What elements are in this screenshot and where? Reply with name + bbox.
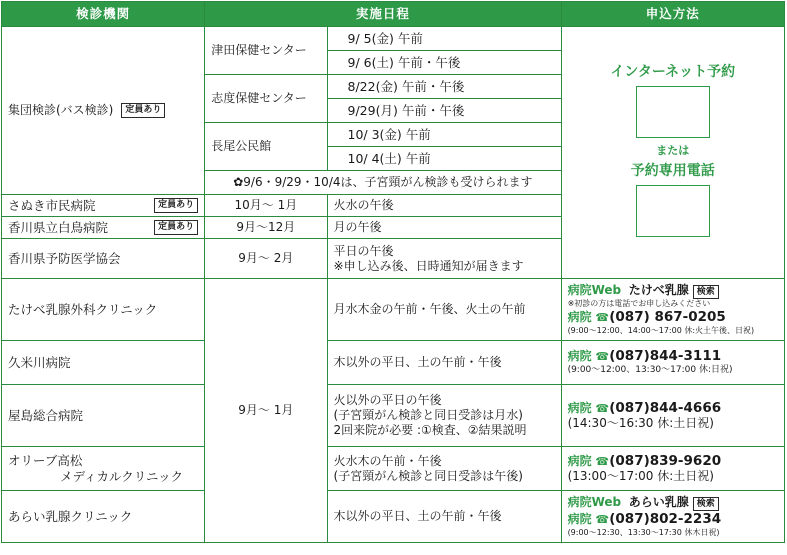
capacity-badge: 定員あり: [154, 198, 198, 213]
date-row: 9/29(月) 午前・午後: [327, 99, 561, 123]
header-institution: 検診機関: [2, 2, 205, 27]
header-schedule: 実施日程: [205, 2, 561, 27]
period: 10月～ 1月: [205, 195, 327, 217]
qr-code-icon: [636, 185, 710, 237]
phone-icon: ☎: [595, 401, 610, 415]
institution-kumegawa: 久米川病院: [2, 341, 205, 385]
capacity-badge: 定員あり: [121, 103, 165, 118]
institution-sanuki: さぬき市民病院 定員あり: [2, 195, 205, 217]
schedule: 火以外の平日の午後 (子宮頸がん検診と同日受診は月水) 2回来院が必要 :①検査、②結果説明: [327, 385, 561, 447]
schedule: 平日の午後 ※申し込み後、日時通知が届きます: [327, 239, 561, 279]
schedule: 月水木金の午前・午後、火土の午前: [327, 279, 561, 341]
or-label: または: [656, 143, 690, 157]
institution-shirotori: 香川県立白鳥病院 定員あり: [2, 217, 205, 239]
search-button[interactable]: 検索: [693, 285, 719, 299]
schedule: 火水の午後: [327, 195, 561, 217]
period: 9月～12月: [205, 217, 327, 239]
clinic-period: 9月～ 1月: [205, 279, 327, 543]
apply-kumegawa: 病院 ☎ (087)844-3111 (9:00～12:00、13:30～17:00 休:日祝): [561, 341, 784, 385]
header-row: [2, 2, 785, 27]
schedule: 木以外の平日、土の午前・午後: [327, 491, 561, 543]
schedule: 木以外の平日、土の午前・午後: [327, 341, 561, 385]
date-row: 10/ 3(金) 午前: [327, 123, 561, 147]
apply-arai: 病院Web あらい乳腺 検索 病院 ☎ (087)802-2234 (9:00～12:30、13:30～17:30 休木日祝): [561, 491, 784, 543]
phone-icon: ☎: [595, 350, 610, 364]
apply-olive: 病院 ☎ (087)839-9620 (13:00～17:00 休:土日祝): [561, 447, 784, 491]
institution-olive: オリーブ高松 メディカルクリニック: [2, 447, 205, 491]
venue-shido: 志度保健センター: [205, 75, 327, 123]
institution-arai: あらい乳腺クリニック: [2, 491, 205, 543]
search-button[interactable]: 検索: [693, 497, 719, 511]
venue-nagao: 長尾公民館: [205, 123, 327, 171]
phone-icon: ☎: [595, 513, 610, 527]
schedule: 火水木の午前・午後 (子宮頸がん検診と同日受診は午後): [327, 447, 561, 491]
apply-method-common: [561, 27, 784, 279]
apply-yashima: 病院 ☎ (087)844-4666 (14:30～16:30 休:土日祝): [561, 385, 784, 447]
capacity-badge: 定員あり: [154, 220, 198, 235]
screening-table: [1, 1, 785, 543]
date-row: 8/22(金) 午前・午後: [327, 75, 561, 99]
schedule: 月の午後: [327, 217, 561, 239]
internet-reservation: インターネット予約: [610, 64, 736, 81]
institution-takebe: たけべ乳腺外科クリニック: [2, 279, 205, 341]
phone-icon: ☎: [595, 311, 610, 325]
qr-code-icon: [636, 86, 710, 138]
date-row: 10/ 4(土) 午前: [327, 147, 561, 171]
group-screening-name: 集団検診(バス検診) 定員あり: [2, 27, 205, 195]
date-row: 9/ 5(金) 午前: [327, 27, 561, 51]
reservation-phone: 予約専用電話: [630, 163, 715, 180]
institution-yashima: 屋島総合病院: [2, 385, 205, 447]
venue-tsuda: 津田保健センター: [205, 27, 327, 75]
apply-takebe: 病院Web たけべ乳腺 検索 ※初診の方は電話でお申し込みください 病院 ☎ (087) 867-0205 (9:00～12:00、14:00～17:00 休:火土午後、日祝): [561, 279, 784, 341]
period: 9月～ 2月: [205, 239, 327, 279]
institution-yobou: 香川県予防医学協会: [2, 239, 205, 279]
phone-icon: ☎: [595, 454, 610, 468]
cervical-note: ✿9/6・9/29・10/4は、子宮頸がん検診も受けられます: [205, 171, 561, 195]
header-application: 申込方法: [561, 2, 784, 27]
date-row: 9/ 6(土) 午前・午後: [327, 51, 561, 75]
